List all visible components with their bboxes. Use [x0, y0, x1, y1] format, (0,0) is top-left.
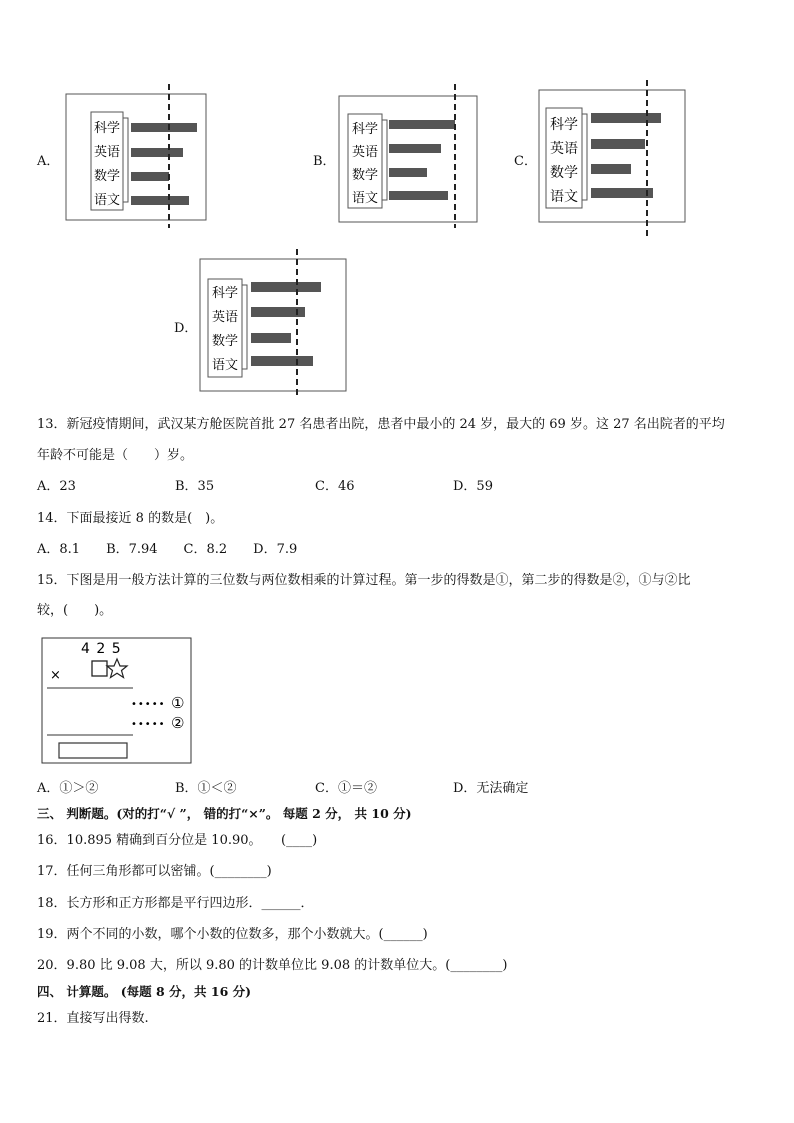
q15-option-a[interactable]: A．①＞②	[37, 781, 99, 796]
q14-text: 14．下面最接近 8 的数是( )。	[37, 511, 224, 526]
subject-label: 语文	[352, 191, 379, 206]
star-icon	[107, 659, 127, 678]
chart-option-d	[199, 249, 349, 395]
q15-option-c[interactable]: C．①＝②	[315, 781, 377, 796]
option-b-label: B．	[313, 154, 336, 169]
bar-math	[389, 168, 427, 177]
subject-label: 数学	[352, 168, 379, 183]
bar-math	[131, 172, 169, 181]
bar-english	[591, 139, 645, 149]
subject-label: 科学	[352, 122, 379, 137]
q20-text: 20．9.80 比 9.08 大，所以 9.80 的计数单位比 9.08 的计数单位大。(________)	[37, 958, 508, 973]
option-a-label: A．	[37, 154, 60, 169]
subject-label: 英语	[94, 145, 121, 160]
section3-heading: 三、 判断题。(对的打“√ ”， 错的打“×”。 每题 2 分， 共 10 分)	[37, 806, 412, 821]
bar-chinese	[131, 196, 189, 205]
bar-chinese	[591, 188, 653, 198]
step2-dots: •••••	[131, 719, 166, 730]
q15-text-line2: 较，( )。	[37, 603, 113, 618]
q15-option-d[interactable]: D．无法确定	[453, 781, 529, 796]
subject-label: 数学	[94, 169, 121, 184]
q13-option-a[interactable]: A．23	[37, 479, 76, 494]
result-box	[59, 743, 127, 758]
q13-option-b[interactable]: B．35	[175, 479, 215, 494]
bar-chinese	[251, 356, 313, 366]
step1-marker: ①	[171, 694, 185, 712]
q13-option-c[interactable]: C．46	[315, 479, 355, 494]
subject-label: 英语	[550, 141, 578, 157]
q13-option-d[interactable]: D．59	[453, 479, 493, 494]
step1-dots: •••••	[131, 699, 166, 710]
chart-option-a	[65, 84, 210, 230]
subject-label: 科学	[550, 117, 578, 133]
subject-label: 语文	[212, 358, 239, 373]
square-icon	[92, 661, 107, 676]
subject-label: 科学	[212, 286, 239, 301]
subject-label: 数学	[550, 165, 578, 181]
subject-label: 英语	[352, 145, 379, 160]
subject-label: 语文	[550, 189, 578, 205]
step2-marker: ②	[171, 714, 185, 732]
multiplication-figure	[41, 637, 193, 765]
bar-science	[389, 120, 455, 129]
bar-science	[131, 123, 197, 132]
bar-math	[251, 333, 291, 343]
bar-science	[251, 282, 321, 292]
bar-math	[591, 164, 631, 174]
chart-option-c	[537, 80, 687, 238]
q13-text-line1: 13．新冠疫情期间，武汉某方舱医院首批 27 名患者出院，患者中最小的 24 岁，最大的 69 岁。这 27 名出院者的平均	[37, 417, 725, 432]
q14-options[interactable]: A．8.1 B．7.94 C．8.2 D．7.9	[37, 542, 298, 557]
q18-text: 18．长方形和正方形都是平行四边形．______．	[37, 896, 314, 911]
bar-science	[591, 113, 661, 123]
bar-english	[131, 148, 183, 157]
bar-chinese	[389, 191, 448, 200]
subject-label: 数学	[212, 334, 239, 349]
times-sign: ×	[50, 668, 61, 683]
option-c-label: C．	[514, 154, 537, 169]
option-d-label: D．	[174, 321, 198, 336]
subject-label: 科学	[94, 121, 121, 136]
q15-text-line1: 15．下图是用一般方法计算的三位数与两位数相乘的计算过程。第一步的得数是①，第二步的得数是②，①与②比	[37, 573, 691, 588]
bar-english	[389, 144, 441, 153]
subject-label: 英语	[212, 310, 239, 325]
chart-option-b	[337, 84, 482, 230]
q15-option-b[interactable]: B．①＜②	[175, 781, 237, 796]
q19-text: 19．两个不同的小数，哪个小数的位数多，那个小数就大。(______)	[37, 927, 428, 942]
section4-heading: 四、 计算题。 (每题 8 分，共 16 分)	[37, 984, 252, 999]
q21-text: 21．直接写出得数.	[37, 1011, 149, 1026]
q16-text: 16．10.895 精确到百分位是 10.90。 (____)	[37, 833, 318, 848]
q13-text-line2: 年龄不可能是（ ）岁。	[37, 448, 194, 463]
subject-label: 语文	[94, 193, 121, 208]
multiplicand: 4 2 5	[81, 641, 122, 657]
q17-text: 17．任何三角形都可以密铺。(________)	[37, 864, 272, 879]
